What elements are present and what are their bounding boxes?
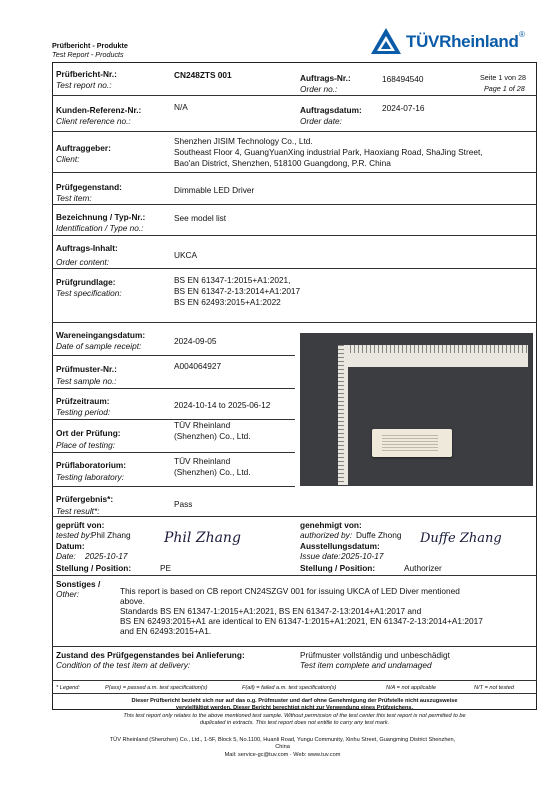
lab-label-en: Testing laboratory: bbox=[56, 472, 124, 482]
receipt-date: 2024-09-05 bbox=[174, 336, 217, 346]
date-label-de: Datum: bbox=[56, 541, 85, 551]
report-no-label-en: Test report no.: bbox=[56, 80, 112, 90]
other-line-4: BS EN 62493:2015+A1 are identical to EN 61347-1:2015+A1:2021, EN 61347-2-13:2014+A1:2017 bbox=[120, 616, 483, 626]
legend-nt: N/T = not tested bbox=[474, 685, 514, 691]
condition-value-de: Prüfmuster vollständig und unbeschädigt bbox=[300, 650, 450, 660]
logo-reg: ® bbox=[519, 30, 525, 39]
disclaimer-en-1: This test report only relates to the above mentioned test sample. Without permission of the test center this test report is not permitted to be bbox=[123, 713, 466, 719]
position-label-2: Stellung / Position: bbox=[300, 563, 376, 573]
receipt-label-en: Date of sample receipt: bbox=[56, 341, 142, 351]
tested-label-en: tested by: bbox=[56, 530, 92, 540]
spec-label-de: Prüfgrundlage: bbox=[56, 277, 116, 287]
disclaimer-de-2: vervielfältigt werden. Dieser Bericht berechtigt nicht zur Verwendung eines Prüfzeichens. bbox=[175, 705, 414, 711]
result-label-en: Test result*: bbox=[56, 506, 100, 516]
approved-by: Duffe Zhong bbox=[356, 530, 402, 540]
divider bbox=[52, 355, 295, 356]
test-item-label-de: Prüfgegenstand: bbox=[56, 182, 122, 192]
divider bbox=[52, 680, 537, 681]
legend-pass: P(ass) = passed a.m. test specification(s) bbox=[105, 685, 208, 691]
order-content-label-de: Auftrags-Inhalt: bbox=[56, 243, 118, 253]
sample-label-de: Prüfmuster-Nr.: bbox=[56, 364, 117, 374]
page-de: Seite 1 von 28 bbox=[480, 73, 526, 82]
type-no: See model list bbox=[174, 213, 227, 223]
condition-label-de: Zustand des Prüfgegenstandes bei Anlieferung: bbox=[56, 650, 245, 660]
place-label-en: Place of testing: bbox=[56, 440, 116, 450]
issue-label-de: Ausstellungsdatum: bbox=[300, 541, 380, 551]
doc-type-de: Prüfbericht - Produkte bbox=[52, 41, 128, 50]
lab-2: (Shenzhen) Co., Ltd. bbox=[174, 467, 251, 477]
page-en: Page 1 of 28 bbox=[484, 84, 525, 93]
tested-position: PE bbox=[160, 563, 172, 573]
test-item: Dimmable LED Driver bbox=[174, 185, 255, 195]
place-label-de: Ort der Prüfung: bbox=[56, 428, 121, 438]
divider bbox=[52, 693, 537, 694]
footer-contact: Mail: service-gc@tuv.com · Web: www.tuv.com bbox=[224, 752, 341, 758]
other-line-2: above. bbox=[120, 596, 145, 606]
approved-label-de: genehmigt von: bbox=[300, 520, 362, 530]
tested-signature: Phil Zhang bbox=[164, 530, 241, 546]
client-address-2: Bao'an District, Shenzhen, 518100 Guangdong, P.R. China bbox=[174, 158, 391, 168]
result-label-de: Prüfergebnis*: bbox=[56, 494, 114, 504]
disclaimer-de-1: Dieser Prüfbericht bezieht sich nur auf das o.g. Prüfmuster und darf ohne Genehmigung der Prüfstelle nicht auszugsweise bbox=[131, 698, 458, 704]
order-date-label-de: Auftragsdatum: bbox=[300, 105, 362, 115]
position-label: Stellung / Position: bbox=[56, 563, 132, 573]
legend-na: N/A = not applicable bbox=[386, 685, 437, 691]
issue-label-en: Issue date: bbox=[300, 551, 341, 561]
approved-position: Authorizer bbox=[404, 563, 442, 573]
result: Pass bbox=[174, 499, 193, 509]
order-content: UKCA bbox=[174, 250, 198, 260]
order-content-label-en: Order content: bbox=[56, 257, 110, 267]
divider bbox=[52, 646, 537, 647]
divider bbox=[52, 452, 295, 453]
divider bbox=[52, 388, 295, 389]
divider bbox=[52, 235, 537, 236]
issue-date: 2025-10-17 bbox=[341, 551, 384, 561]
test-item-label-en: Test item: bbox=[56, 193, 92, 203]
other-line-3: Standards BS EN 61347-1:2015+A1:2021, BS EN 61347-2-13:2014+A1:2017 and bbox=[120, 606, 422, 616]
tested-date: 2025-10-17 bbox=[85, 551, 128, 561]
divider bbox=[52, 95, 537, 96]
divider bbox=[52, 322, 537, 323]
order-no-label-de: Auftrags-Nr.: bbox=[300, 73, 351, 83]
spec-1: BS EN 61347-1:2015+A1:2021, bbox=[174, 275, 291, 285]
client-name: Shenzhen JISIM Technology Co., Ltd. bbox=[174, 136, 313, 146]
logo-text: TÜVRheinland bbox=[406, 32, 519, 51]
client-address-1: Southeast Floor 4, GuangYuanXing industrial Park, Haoxiang Road, ShaJing Street, bbox=[174, 147, 483, 157]
period: 2024-10-14 to 2025-06-12 bbox=[174, 400, 271, 410]
report-no: CN248ZTS 001 bbox=[174, 70, 232, 80]
legend-label: * Legend: bbox=[56, 685, 80, 691]
divider bbox=[52, 575, 537, 576]
spec-2: BS EN 61347-2-13:2014+A1:2017 bbox=[174, 286, 301, 296]
period-label-en: Testing period: bbox=[56, 407, 111, 417]
ruler-horizontal bbox=[338, 345, 528, 367]
type-label-en: Identification / Type no.: bbox=[56, 223, 144, 233]
period-label-de: Prüfzeitraum: bbox=[56, 396, 110, 406]
legend-fail: F(ail) = failed a.m. test specification(s) bbox=[242, 685, 337, 691]
divider bbox=[52, 516, 537, 517]
sample-label-en: Test sample no.: bbox=[56, 376, 117, 386]
date-label-en: Date: bbox=[56, 551, 76, 561]
other-line-5: and EN 62493:2015+A1. bbox=[120, 626, 212, 636]
receipt-label-de: Wareneingangsdatum: bbox=[56, 330, 146, 340]
divider bbox=[52, 486, 295, 487]
place-2: (Shenzhen) Co., Ltd. bbox=[174, 431, 251, 441]
other-line-1: This report is based on CB report CN24SZGV 001 for issuing UKCA of LED Diver mentioned bbox=[120, 586, 460, 596]
client-label-de: Auftraggeber: bbox=[56, 143, 111, 153]
other-label-en: Other: bbox=[56, 589, 80, 599]
condition-label-en: Condition of the test item at delivery: bbox=[56, 660, 191, 670]
tested-label-de: geprüft von: bbox=[56, 520, 105, 530]
order-no: 168494540 bbox=[382, 74, 424, 84]
client-label-en: Client: bbox=[56, 154, 80, 164]
footer-address-2: China bbox=[275, 744, 290, 750]
place-1: TÜV Rheinland bbox=[174, 420, 231, 430]
approved-signature: Duffe Zhang bbox=[420, 531, 502, 546]
divider bbox=[52, 131, 537, 132]
tuv-logo bbox=[370, 27, 540, 55]
divider bbox=[52, 268, 537, 269]
report-no-label-de: Prüfbericht-Nr.: bbox=[56, 69, 117, 79]
sample-no: A004064927 bbox=[174, 361, 222, 371]
ruler-vertical bbox=[338, 345, 348, 485]
doc-type-en: Test Report - Products bbox=[52, 50, 124, 59]
other-label-de: Sonstiges / bbox=[56, 579, 101, 589]
divider bbox=[52, 204, 537, 205]
tuv-triangle-logo-icon bbox=[370, 27, 402, 55]
lab-1: TÜV Rheinland bbox=[174, 456, 231, 466]
footer-address-1: TÜV Rheinland (Shenzhen) Co., Ltd., 1-5F, Block 5, No.1100, Huanli Road, Yungu Community, Xinhu Street, Guangming District Shenzhen, bbox=[109, 737, 456, 743]
type-label-de: Bezeichnung / Typ-Nr.: bbox=[56, 212, 146, 222]
tested-by: Phil Zhang bbox=[91, 530, 131, 540]
order-date-label-en: Order date: bbox=[300, 116, 342, 126]
spec-label-en: Test specification: bbox=[56, 288, 122, 298]
client-ref-label-en: Client reference no.: bbox=[56, 116, 131, 126]
approved-label-en: authorized by: bbox=[300, 530, 353, 540]
sample-photo bbox=[300, 333, 533, 486]
lab-label-de: Prüflaboratorium: bbox=[56, 460, 127, 470]
client-ref: N/A bbox=[174, 102, 188, 112]
order-no-label-en: Order no.: bbox=[300, 84, 338, 94]
condition-value-en: Test item complete and undamaged bbox=[300, 660, 432, 670]
divider bbox=[52, 172, 537, 173]
disclaimer-en-2: duplicated in extracts. This test report does not entitle to carry any test mark. bbox=[199, 720, 390, 726]
order-date: 2024-07-16 bbox=[382, 103, 425, 113]
client-ref-label-de: Kunden-Referenz-Nr.: bbox=[56, 105, 142, 115]
led-driver-sample bbox=[372, 429, 452, 457]
spec-3: BS EN 62493:2015+A1:2022 bbox=[174, 297, 281, 307]
